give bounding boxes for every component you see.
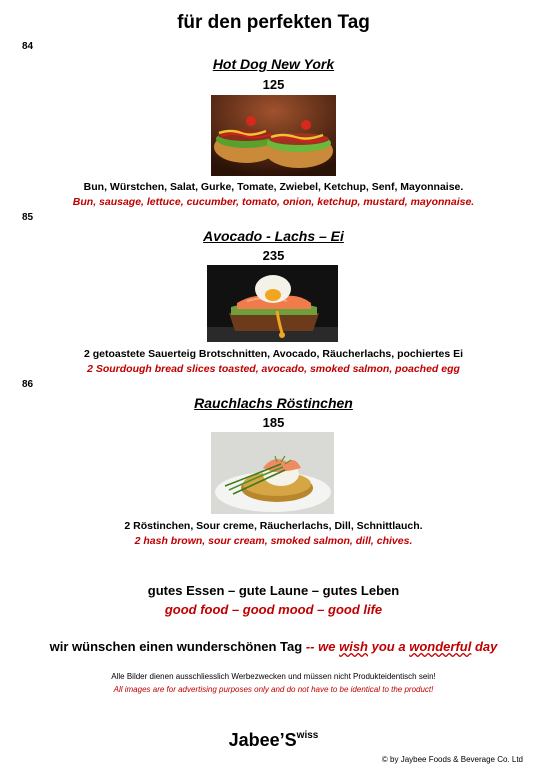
wish-english-wonderful: wonderful <box>409 639 472 654</box>
item-description-en: 2 hash brown, sour cream, smoked salmon, dill, chives. <box>134 535 413 547</box>
slogan-english: good food – good mood – good life <box>164 602 383 617</box>
item-description-de: 2 Röstinchen, Sour creme, Räucherlachs, Dill, Schnittlauch. <box>124 520 423 532</box>
wish-english-we: we <box>318 639 336 654</box>
wish-english-wish: wish <box>339 639 368 654</box>
wish-english-day: day <box>474 639 498 654</box>
avocado-salmon-egg-photo <box>207 265 338 342</box>
item-number: 84 <box>22 41 34 52</box>
item-price: 125 <box>262 77 285 92</box>
disclaimer-english: All images are for advertising purposes only and do not have to be identical to the product! <box>113 685 434 694</box>
salmon-roesti-photo <box>211 432 334 514</box>
item-price: 235 <box>262 248 285 263</box>
item-name: Rauchlachs Röstinchen <box>194 395 353 411</box>
brand-name: Jabee’S <box>228 730 297 750</box>
item-price: 185 <box>262 415 285 430</box>
item-description-en: 2 Sourdough bread slices toasted, avocado, smoked salmon, poached egg <box>87 363 460 375</box>
item-number: 86 <box>22 379 34 390</box>
wish-english-you-a: you a <box>371 639 406 654</box>
brand-logo <box>0 730 547 751</box>
page-title: für den perfekten Tag <box>177 12 370 33</box>
brand-superscript: wiss <box>296 730 319 741</box>
item-name: Avocado - Lachs – Ei <box>203 228 344 244</box>
item-description-de: Bun, Würstchen, Salat, Gurke, Tomate, Zwiebel, Ketchup, Senf, Mayonnaise. <box>83 181 464 193</box>
wish-line <box>0 639 547 654</box>
wish-separator: -- <box>305 639 315 654</box>
item-description-de: 2 getoastete Sauerteig Brotschnitten, Avocado, Räucherlachs, pochiertes Ei <box>83 348 464 360</box>
item-number: 85 <box>22 212 34 223</box>
disclaimer-german: Alle Bilder dienen ausschliesslich Werbezwecken und müssen nicht Produkteidentisch sein! <box>111 672 436 681</box>
item-description-en: Bun, sausage, lettuce, cucumber, tomato, onion, ketchup, mustard, mayonnaise. <box>72 196 475 208</box>
item-name: Hot Dog New York <box>212 56 335 72</box>
copyright-notice: © by Jaybee Foods & Beverage Co. Ltd <box>381 755 523 764</box>
slogan-german: gutes Essen – gute Laune – gutes Leben <box>147 583 400 598</box>
wish-german: wir wünschen einen wunderschönen Tag <box>49 639 303 654</box>
hot-dog-photo <box>211 95 336 176</box>
